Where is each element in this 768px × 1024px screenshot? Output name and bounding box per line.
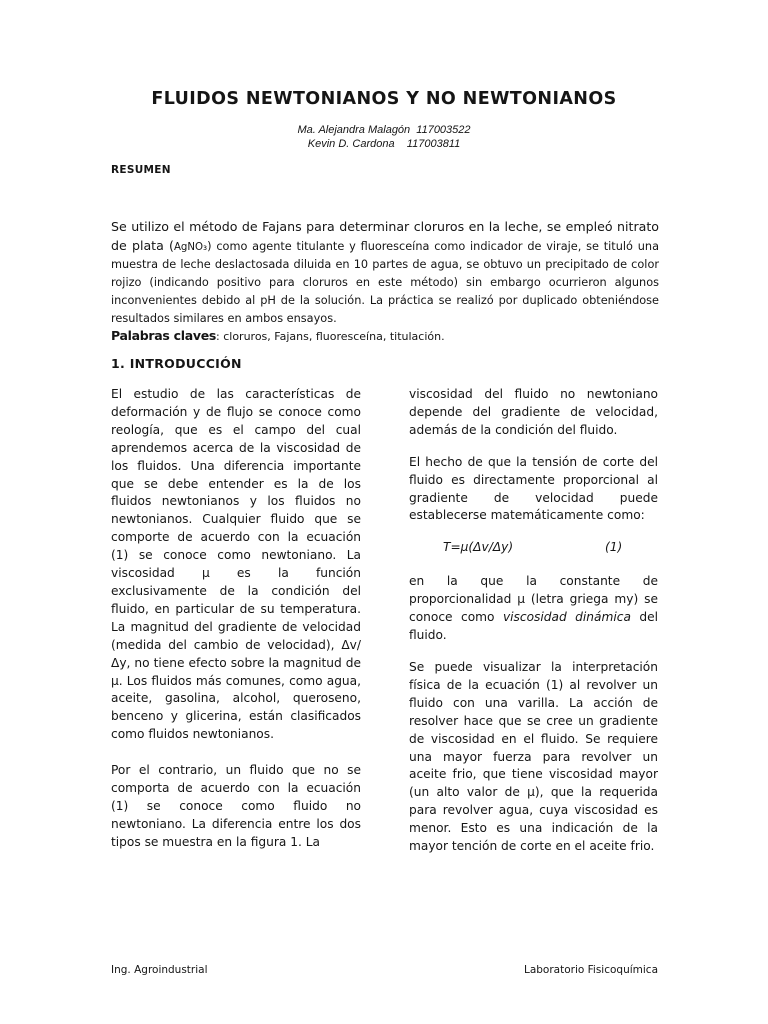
keywords-line (111, 328, 659, 343)
equation-line (409, 539, 658, 557)
intro-paragraph: Se puede visualizar la interpretación física de la ecuación (1) al revolver un fluido con una varilla. La acción de resolver hace que se cree un gradiente de viscosidad en el fluido. Se requiere una mayor fuerza para revolver un aceite frio, que tiene viscosidad mayor (un alto valor de μ), que la requerida para revolver agua, cuya viscosidad es menor. Esto es una indicación de la mayor tención de corte en el aceite frio. (409, 659, 658, 854)
abstract-heading: RESUMEN (111, 164, 171, 176)
abstract-lead: Se utilizo el método de Fajans para determinar cloruros en la leche, se empleó nitrato de plata ( (111, 219, 659, 253)
author-line: Kevin D. Cardona 117003811 (307, 138, 461, 150)
intro-paragraph: El estudio de las características de deformación y de flujo se conoce como reología, que es el campo del cual aprendemos acerca de la viscosidad de los fluidos. Una diferencia importante que se debe entender es la de los fluidos newtonianos y los fluidos no newtonianos. Cualquier fluido que se comporte de acuerdo con la ecuación (1) se conoce como newtoniano. La viscosidad μ es la función exclusivamente de la condición del fluido, en particular de su temperatura. La magnitud del gradiente de velocidad (medida del cambio de velocidad), Δv/Δy, no tiene efecto sobre la magnitud de μ. Los fluidos más comunes, como agua, aceite, gasolina, alcohol, queroseno, benceno y glicerina, están clasificados como fluidos newtonianos. (111, 387, 361, 742)
intro-paragraph: Por el contrario, un fluido que no se comporta de acuerdo con la ecuación (1) se conoce como fluido no newtoniano. La diferencia entre los dos tipos se muestra en la figura 1. La (111, 763, 361, 849)
abstract-rest: ) como agente titulante y fluoresceína como indicador de viraje, se tituló una muestra de leche deslactosada diluida en 10 partes de agua, se obtuvo un precipitado de color rojizo (indicando positivo para cloruros en este método) sin embargo ocurrieron algunos inconvenientes debido al pH de la solución. La práctica se realizó por duplicado obteniéndose resultados similares en ambos ensayos. (111, 239, 659, 325)
footer-left: Ing. Agroindustrial (111, 964, 208, 976)
author-line: Ma. Alejandra Malagón 117003522 (297, 124, 471, 136)
emphasized-term: viscosidad dinámica (502, 610, 631, 625)
equation: T=μ(Δv/Δy) (443, 540, 514, 555)
intro-paragraph: viscosidad del fluido no newtoniano depende del gradiente de velocidad, además de la condición del fluido. (409, 387, 658, 437)
keywords-label: Palabras claves (111, 328, 217, 343)
intro-paragraph (409, 573, 658, 645)
abstract-text (111, 218, 659, 327)
paper-title: FLUIDOS NEWTONIANOS Y NO NEWTONIANOS (151, 89, 617, 109)
right-column (409, 386, 658, 874)
paragraph-text: en la que la constante de proporcionalidad μ (letra griega my) se conoce como (409, 574, 658, 625)
paragraph-text: del fluido. (409, 610, 658, 643)
footer-right: Laboratorio Fisicoquímica (523, 964, 658, 976)
intro-paragraph: El hecho de que la tensión de corte del fluido es directamente proporcional al gradiente de velocidad puede establecerse matemáticamente como: (409, 454, 658, 523)
equation-number: (1) (605, 540, 623, 555)
author-block (0, 123, 768, 151)
introduction-heading: 1. INTRODUCCIÓN (111, 356, 242, 371)
chemical-formula: AgNO₃ (173, 241, 208, 253)
left-column (111, 386, 361, 870)
keywords-text: : cloruros, Fajans, fluoresceína, titulación. (216, 330, 445, 343)
